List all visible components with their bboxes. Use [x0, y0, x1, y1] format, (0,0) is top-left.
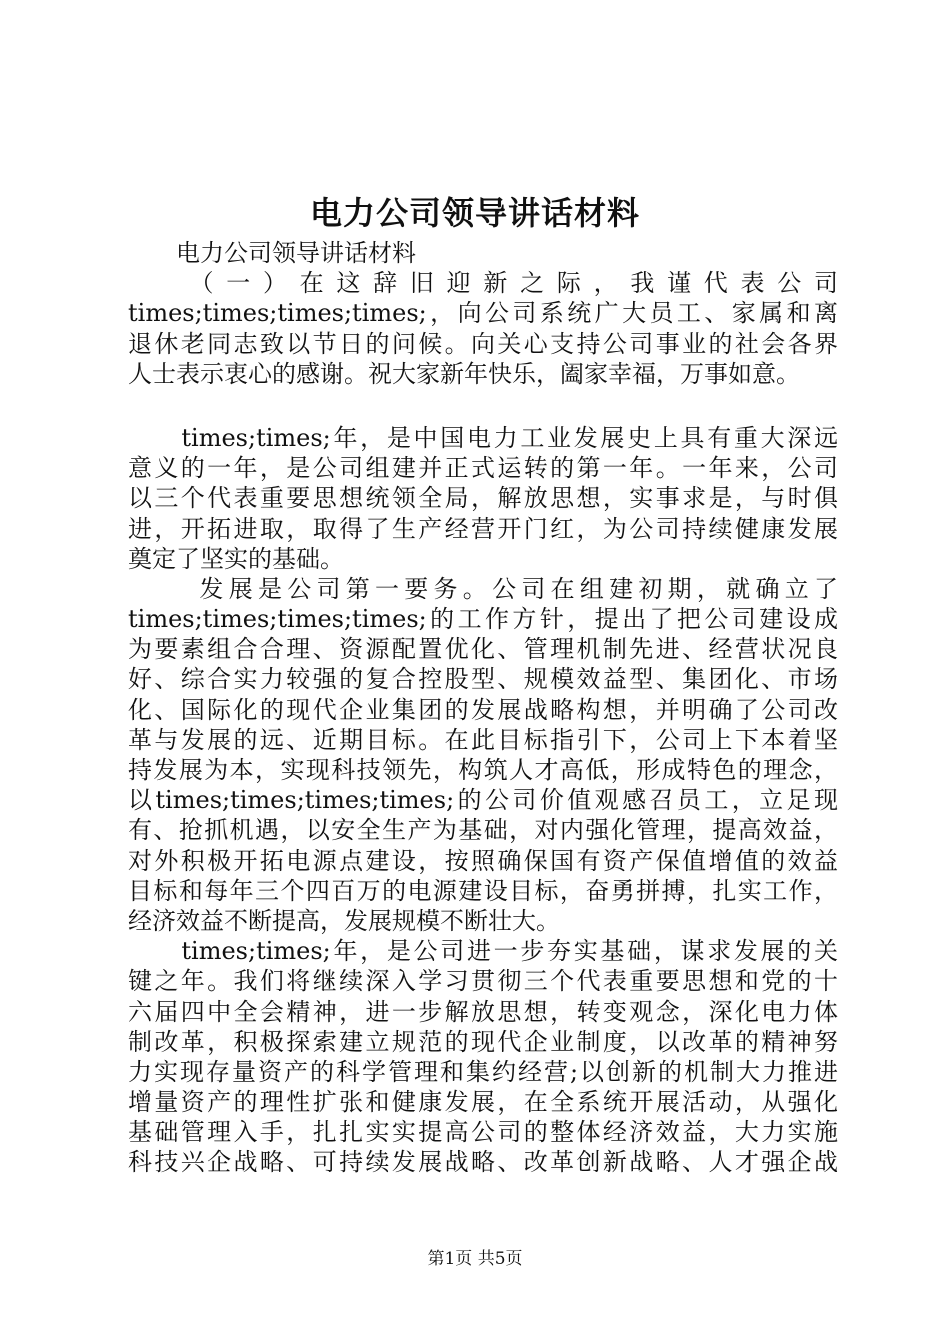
document-title: 电力公司领导讲话材料: [309, 194, 640, 232]
text-line: 革与发展的远、近期目标。在此目标指引下，公司上下本着坚: [128, 725, 838, 754]
text-line: 发展是公司第一要务。公司在组建初期，就确立了: [128, 574, 838, 603]
text-line: 意义的一年，是公司组建并正式运转的第一年。一年来，公司: [128, 454, 838, 483]
text-line: 进，开拓进取，取得了生产经营开门红，为公司持续健康发展: [128, 514, 838, 543]
text-line: 科技兴企战略、可持续发展战略、改革创新战略、人才强企战: [128, 1148, 838, 1177]
text-line: （一）在这辞旧迎新之际，我谨代表公司: [128, 269, 838, 298]
paragraph-gap: [128, 389, 838, 423]
text-line: 为要素组合合理、资源配置优化、管理机制先进、经营状况良: [128, 635, 838, 664]
text-line: 增量资产的理性扩张和健康发展，在全系统开展活动，从强化: [128, 1088, 838, 1117]
paragraph: [128, 574, 838, 936]
text-line: times;times;times;times;的工作方针，提出了把公司建设成: [128, 605, 838, 634]
paragraph: [128, 423, 838, 574]
text-line: 以times;times;times;times;的公司价值观感召员工，立足现: [128, 786, 838, 815]
text-line: 有、抢抓机遇，以安全生产为基础，对内强化管理，提高效益，: [128, 816, 838, 845]
paragraph: [128, 936, 838, 1178]
page-footer: 第1页 共5页: [427, 1249, 523, 1269]
text-line: 人士表示衷心的感谢。祝大家新年快乐，阖家幸福，万事如意。: [128, 359, 800, 388]
text-line: 化、国际化的现代企业集团的发展战略构想，并明确了公司改: [128, 695, 838, 724]
text-line: 持发展为本，实现科技领先，构筑人才高低，形成特色的理念，: [128, 756, 838, 784]
text-line: 力实现存量资产的科学管理和集约经营;以创新的机制大力推进: [128, 1057, 838, 1086]
text-line: times;times;年，是公司进一步夯实基础，谋求发展的关: [128, 937, 838, 966]
paragraph: [128, 268, 838, 389]
text-line: 键之年。我们将继续深入学习贯彻三个代表重要思想和党的十: [128, 967, 838, 996]
text-line: 基础管理入手，扎扎实实提高公司的整体经济效益，大力实施: [128, 1118, 838, 1147]
text-line: 对外积极开拓电源点建设，按照确保国有资产保值增值的效益: [128, 846, 838, 875]
text-line: 退休老同志致以节日的问候。向关心支持公司事业的社会各界: [128, 329, 838, 358]
text-line: 制改革，积极探索建立规范的现代企业制度，以改革的精神努: [128, 1027, 838, 1056]
text-line: 奠定了坚实的基础。: [128, 544, 344, 573]
paragraph: [128, 238, 838, 268]
text-line: 电力公司领导讲话材料: [128, 239, 416, 267]
text-line: 以三个代表重要思想统领全局，解放思想，实事求是，与时俱: [128, 484, 838, 513]
text-line: 经济效益不断提高，发展规模不断壮大。: [128, 906, 560, 935]
text-line: 好、综合实力较强的复合控股型、规模效益型、集团化、市场: [128, 665, 838, 694]
text-line: 六届四中全会精神，进一步解放思想，转变观念，深化电力体: [128, 997, 838, 1026]
text-line: 目标和每年三个四百万的电源建设目标，奋勇拼搏，扎实工作，: [128, 876, 838, 905]
text-line: times;times;年，是中国电力工业发展史上具有重大深远: [128, 423, 838, 452]
text-line: times;times;times;times;，向公司系统广大员工、家属和离: [128, 299, 838, 328]
document-body: [128, 238, 838, 1178]
